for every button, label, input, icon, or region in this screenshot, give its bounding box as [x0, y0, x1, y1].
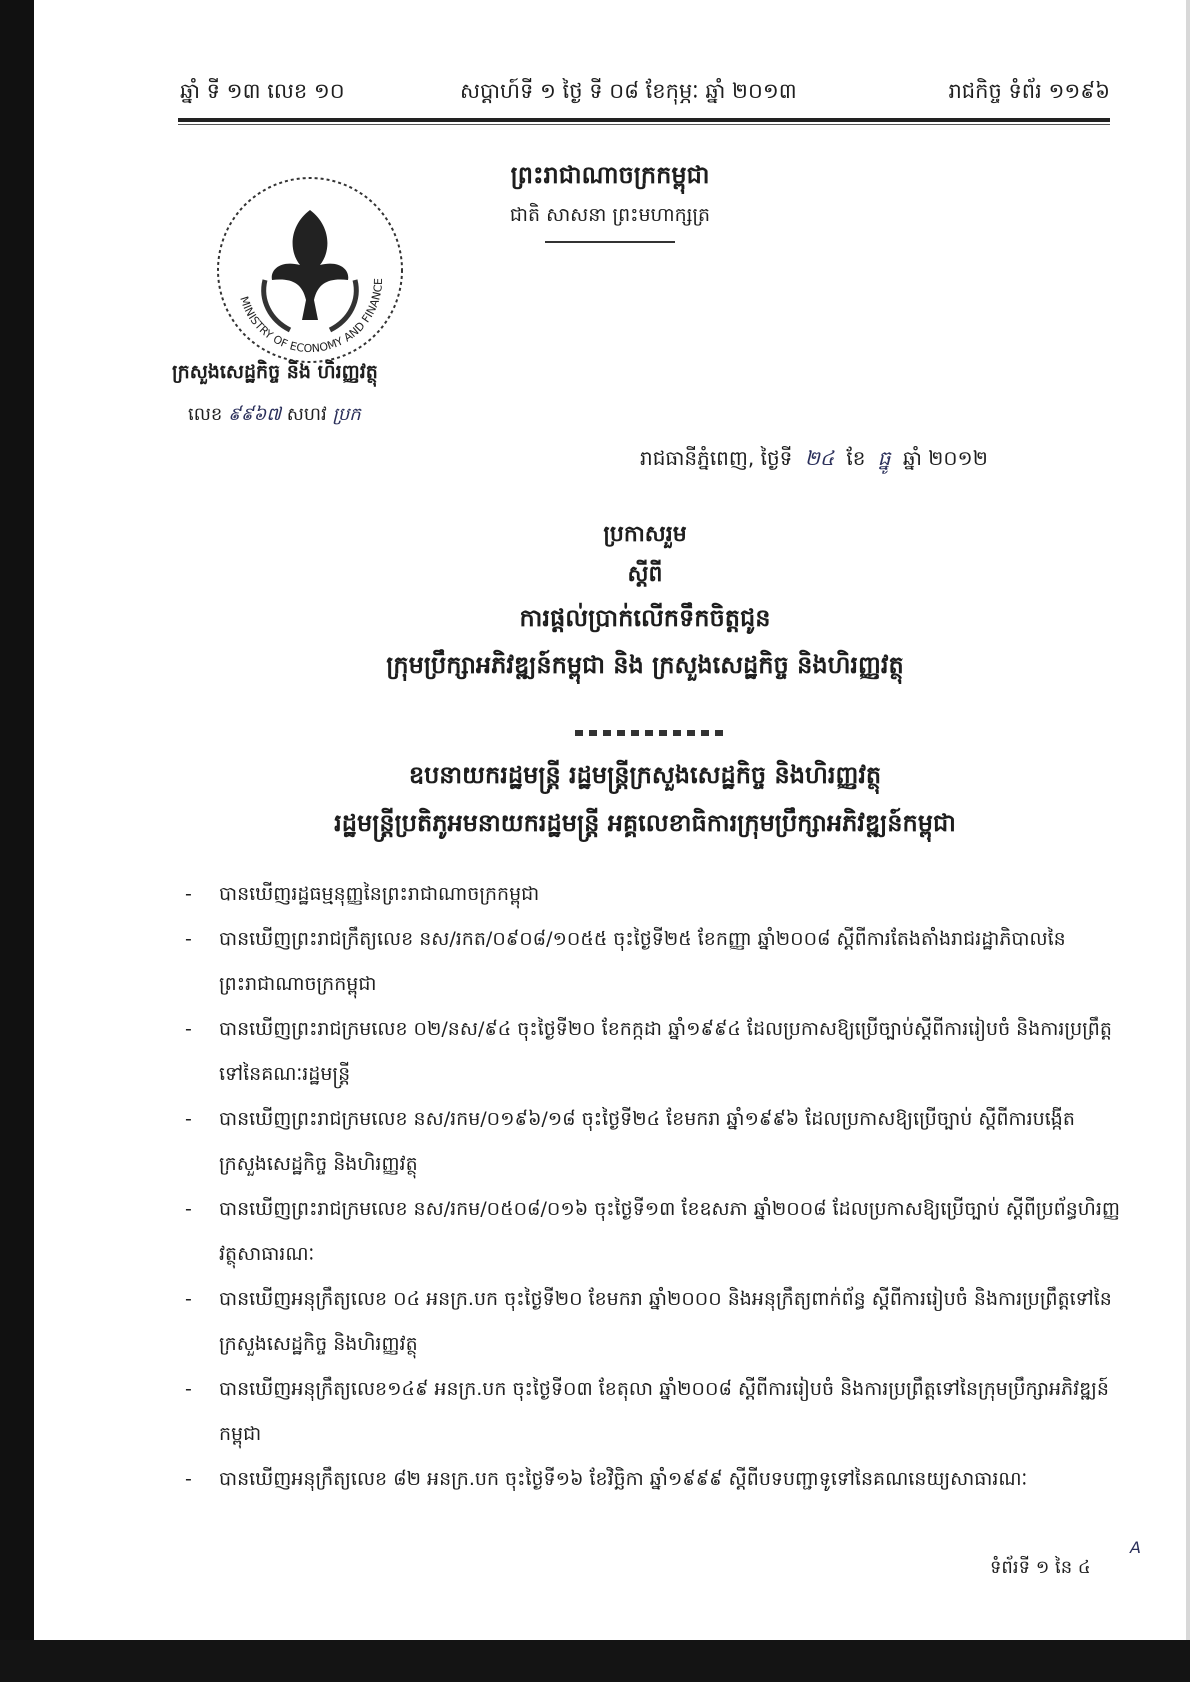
legal-basis-item: - បានឃើញព្រះរាជក្រមលេខ នស/រកម/០១៩៦/១៨ ចុះថ្ងៃទី២៤ ខែមករា ឆ្នាំ១៩៩៦ ដែលប្រកាសឱ្យប្រើច្បាប់ ស្តីពីការបង្កើតក្រសួងសេដ្ឋកិច្ច និងហិរញ្ញវត្ថុ [185, 1108, 1075, 1175]
gazette-page: រាជកិច្ច ទំព័រ ១១៩៦ [948, 79, 1110, 103]
legal-basis-item: - បានឃើញព្រះរាជក្រឹត្យលេខ នស/រកត/០៩០៨/១០៥៥ ចុះថ្ងៃទី២៥ ខែកញ្ញា ឆ្នាំ២០០៨ ស្តីពីការតែងតាំងរាជរដ្ឋាភិបាលនៃព្រះរាជាណាចក្រកម្ពុជា [185, 928, 1066, 995]
legal-basis-item: - បានឃើញអនុក្រឹត្យលេខ ៨២ អនក្រ.បក ចុះថ្ងៃទី១៦ ខែវិច្ឆិកា ឆ្នាំ១៩៩៩ ស្តីពីបទបញ្ជាទូទៅនៃគណនេយ្យសាធារណៈ [185, 1468, 1028, 1490]
national-motto: ជាតិ សាសនា ព្រះមហាក្សត្រ [509, 204, 711, 226]
issuer-line-2: រដ្ឋមន្ត្រីប្រតិភូអមនាយករដ្ឋមន្ត្រី អគ្គលេខាធិការក្រុមប្រឹក្សាអភិវឌ្ឍន៍កម្ពុជា [334, 809, 956, 837]
ref-prefix: លេខ [188, 404, 223, 425]
reference-number [188, 402, 361, 429]
page-number: ទំព័រទី ១ នៃ ៤ [990, 1557, 1091, 1578]
title-divider-ornament [575, 730, 725, 736]
legal-basis-item: - បានឃើញរដ្ឋធម្មនុញ្ញនៃព្រះរាជាណាចក្រកម្ពុជា [185, 883, 540, 905]
legal-basis-item: - បានឃើញអនុក្រឹត្យលេខ១៤៩ អនក្រ.បក ចុះថ្ងៃទី០៣ ខែតុលា ឆ្នាំ២០០៨ ស្តីពីការរៀបចំ និងការប្រព្រឹត្តទៅនៃក្រុមប្រឹក្សាអភិវឌ្ឍន៍កម្ពុជា [185, 1378, 1109, 1445]
legal-basis-text: បានឃើញរដ្ឋធម្មនុញ្ញនៃព្រះរាជាណាចក្រកម្ពុជា [219, 883, 540, 905]
ref-tag: ប្រក [332, 404, 361, 425]
legal-basis-text: បានឃើញអនុក្រឹត្យលេខ១៤៩ អនក្រ.បក ចុះថ្ងៃទី០៣ ខែតុលា ឆ្នាំ២០០៨ ស្តីពីការរៀបចំ និងការប្រព្រឹត្តទៅនៃក្រុមប្រឹក្សាអភិវឌ្ឍន៍កម្ពុជា [219, 1378, 1109, 1445]
ministry-name: ក្រសួងសេដ្ឋកិច្ច និង ហិរញ្ញវត្ថុ [172, 361, 378, 383]
date-day: ២៤ [804, 446, 835, 470]
motto-ornament [545, 241, 675, 243]
scan-edge-right [1186, 0, 1190, 1640]
issue-dateline [640, 445, 988, 475]
seal-text: MINISTRY OF ECONOMY AND FINANCE [237, 277, 386, 356]
title-about: ស្តីពី [627, 562, 663, 587]
date-month: ធ្នូ [877, 446, 891, 470]
kingdom-heading [440, 160, 780, 243]
legal-basis-text: បានឃើញព្រះរាជក្រមលេខ នស/រកម/០៥០៨/០១៦ ចុះថ្ងៃទី១៣ ខែឧសភា ឆ្នាំ២០០៨ ដែលប្រកាសឱ្យប្រើច្បាប់ ស្តីពីប្រព័ន្ធហិរញ្ញវត្ថុសាធារណៈ [219, 1198, 1120, 1265]
legal-basis-text: បានឃើញអនុក្រឹត្យលេខ ៨២ អនក្រ.បក ចុះថ្ងៃទី១៦ ខែវិច្ឆិកា ឆ្នាំ១៩៩៩ ស្តីពីបទបញ្ជាទូទៅនៃគណនេយ្យសាធារណៈ [219, 1468, 1028, 1490]
scan-edge-left [0, 0, 34, 1682]
header-rule [178, 118, 1110, 122]
document-subject: ការផ្តល់ប្រាក់លើកទឹកចិត្តជូន [519, 604, 771, 632]
issuer-line-1: ឧបនាយករដ្ឋមន្ត្រី រដ្ឋមន្ត្រីក្រសួងសេដ្ឋកិច្ច និងហិរញ្ញវត្ថុ [408, 761, 882, 789]
legal-basis-text: បានឃើញព្រះរាជក្រឹត្យលេខ នស/រកត/០៩០៨/១០៥៥ ចុះថ្ងៃទី២៥ ខែកញ្ញា ឆ្នាំ២០០៨ ស្តីពីការតែងតាំងរាជរដ្ឋាភិបាលនៃព្រះរាជាណាចក្រកម្ពុជា [219, 928, 1066, 995]
ref-number: ៩៩៦៧ [228, 404, 282, 425]
legal-basis-text: បានឃើញព្រះរាជក្រមលេខ នស/រកម/០១៩៦/១៨ ចុះថ្ងៃទី២៤ ខែមករា ឆ្នាំ១៩៩៦ ដែលប្រកាសឱ្យប្រើច្បាប់ ស្តីពីការបង្កើតក្រសួងសេដ្ឋកិច្ច និងហិរញ្ញវត្ថុ [219, 1108, 1075, 1175]
legal-basis-item: - បានឃើញព្រះរាជក្រមលេខ នស/រកម/០៥០៨/០១៦ ចុះថ្ងៃទី១៣ ខែឧសភា ឆ្នាំ២០០៨ ដែលប្រកាសឱ្យប្រើច្បាប់ ស្តីពីប្រព័ន្ធហិរញ្ញវត្ថុសាធារណៈ [185, 1198, 1120, 1265]
legal-basis-item: - បានឃើញព្រះរាជក្រមលេខ ០២/នស/៩៤ ចុះថ្ងៃទី២០ ខែកក្កដា ឆ្នាំ១៩៩៤ ដែលប្រកាសឱ្យប្រើច្បាប់ស្តីពីការរៀបចំ និងការប្រព្រឹត្តទៅនៃគណៈរដ្ឋមន្ត្រី [185, 1018, 1112, 1085]
issue-number: ឆ្នាំ ទី ១៣ លេខ ១០ [180, 79, 345, 103]
issue-date: សប្តាហ៍ទី ១ ថ្ងៃ ទី ០៨ ខែកុម្ភៈ ឆ្នាំ ២០១៣ [460, 79, 797, 103]
date-place: រាជធានីភ្នំពេញ, ថ្ងៃទី [640, 446, 793, 470]
document-type: ប្រកាសរួម [603, 522, 687, 547]
kingdom-name: ព្រះរាជាណាចក្រកម្ពុជា [510, 161, 710, 189]
ministry-seal-icon [210, 170, 410, 370]
document-subject-recipients: ក្រុមប្រឹក្សាអភិវឌ្ឍន៍កម្ពុជា និង ក្រសួងសេដ្ឋកិច្ច និងហិរញ្ញវត្ថុ [386, 651, 904, 679]
ref-suffix: សហវ [286, 404, 327, 425]
legal-basis-item: - បានឃើញអនុក្រឹត្យលេខ ០៤ អនក្រ.បក ចុះថ្ងៃទី២០ ខែមករា ឆ្នាំ២០០០ និងអនុក្រឹត្យពាក់ព័ន្ធ ស្តីពីការរៀបចំ និងការប្រព្រឹត្តទៅនៃក្រសួងសេដ្ឋកិច្ច និងហិរញ្ញវត្ថុ [185, 1288, 1112, 1355]
scan-edge-bottom [0, 1640, 1190, 1682]
gazette-header [180, 78, 1110, 112]
date-year: ឆ្នាំ ២០១២ [902, 446, 988, 470]
legal-basis-text: បានឃើញអនុក្រឹត្យលេខ ០៤ អនក្រ.បក ចុះថ្ងៃទី២០ ខែមករា ឆ្នាំ២០០០ និងអនុក្រឹត្យពាក់ព័ន្ធ ស្តីពីការរៀបចំ និងការប្រព្រឹត្តទៅនៃក្រសួងសេដ្ឋកិច្ច និងហិរញ្ញវត្ថុ [219, 1288, 1112, 1355]
date-month-label: ខែ [846, 446, 866, 470]
header-rule-thin [178, 124, 1110, 125]
legal-basis-text: បានឃើញព្រះរាជក្រមលេខ ០២/នស/៩៤ ចុះថ្ងៃទី២០ ខែកក្កដា ឆ្នាំ១៩៩៤ ដែលប្រកាសឱ្យប្រើច្បាប់ស្តីពីការរៀបចំ និងការប្រព្រឹត្តទៅនៃគណៈរដ្ឋមន្ត្រី [219, 1018, 1112, 1085]
page-initial: A [1130, 1538, 1141, 1557]
legal-basis-list [185, 872, 1120, 1502]
